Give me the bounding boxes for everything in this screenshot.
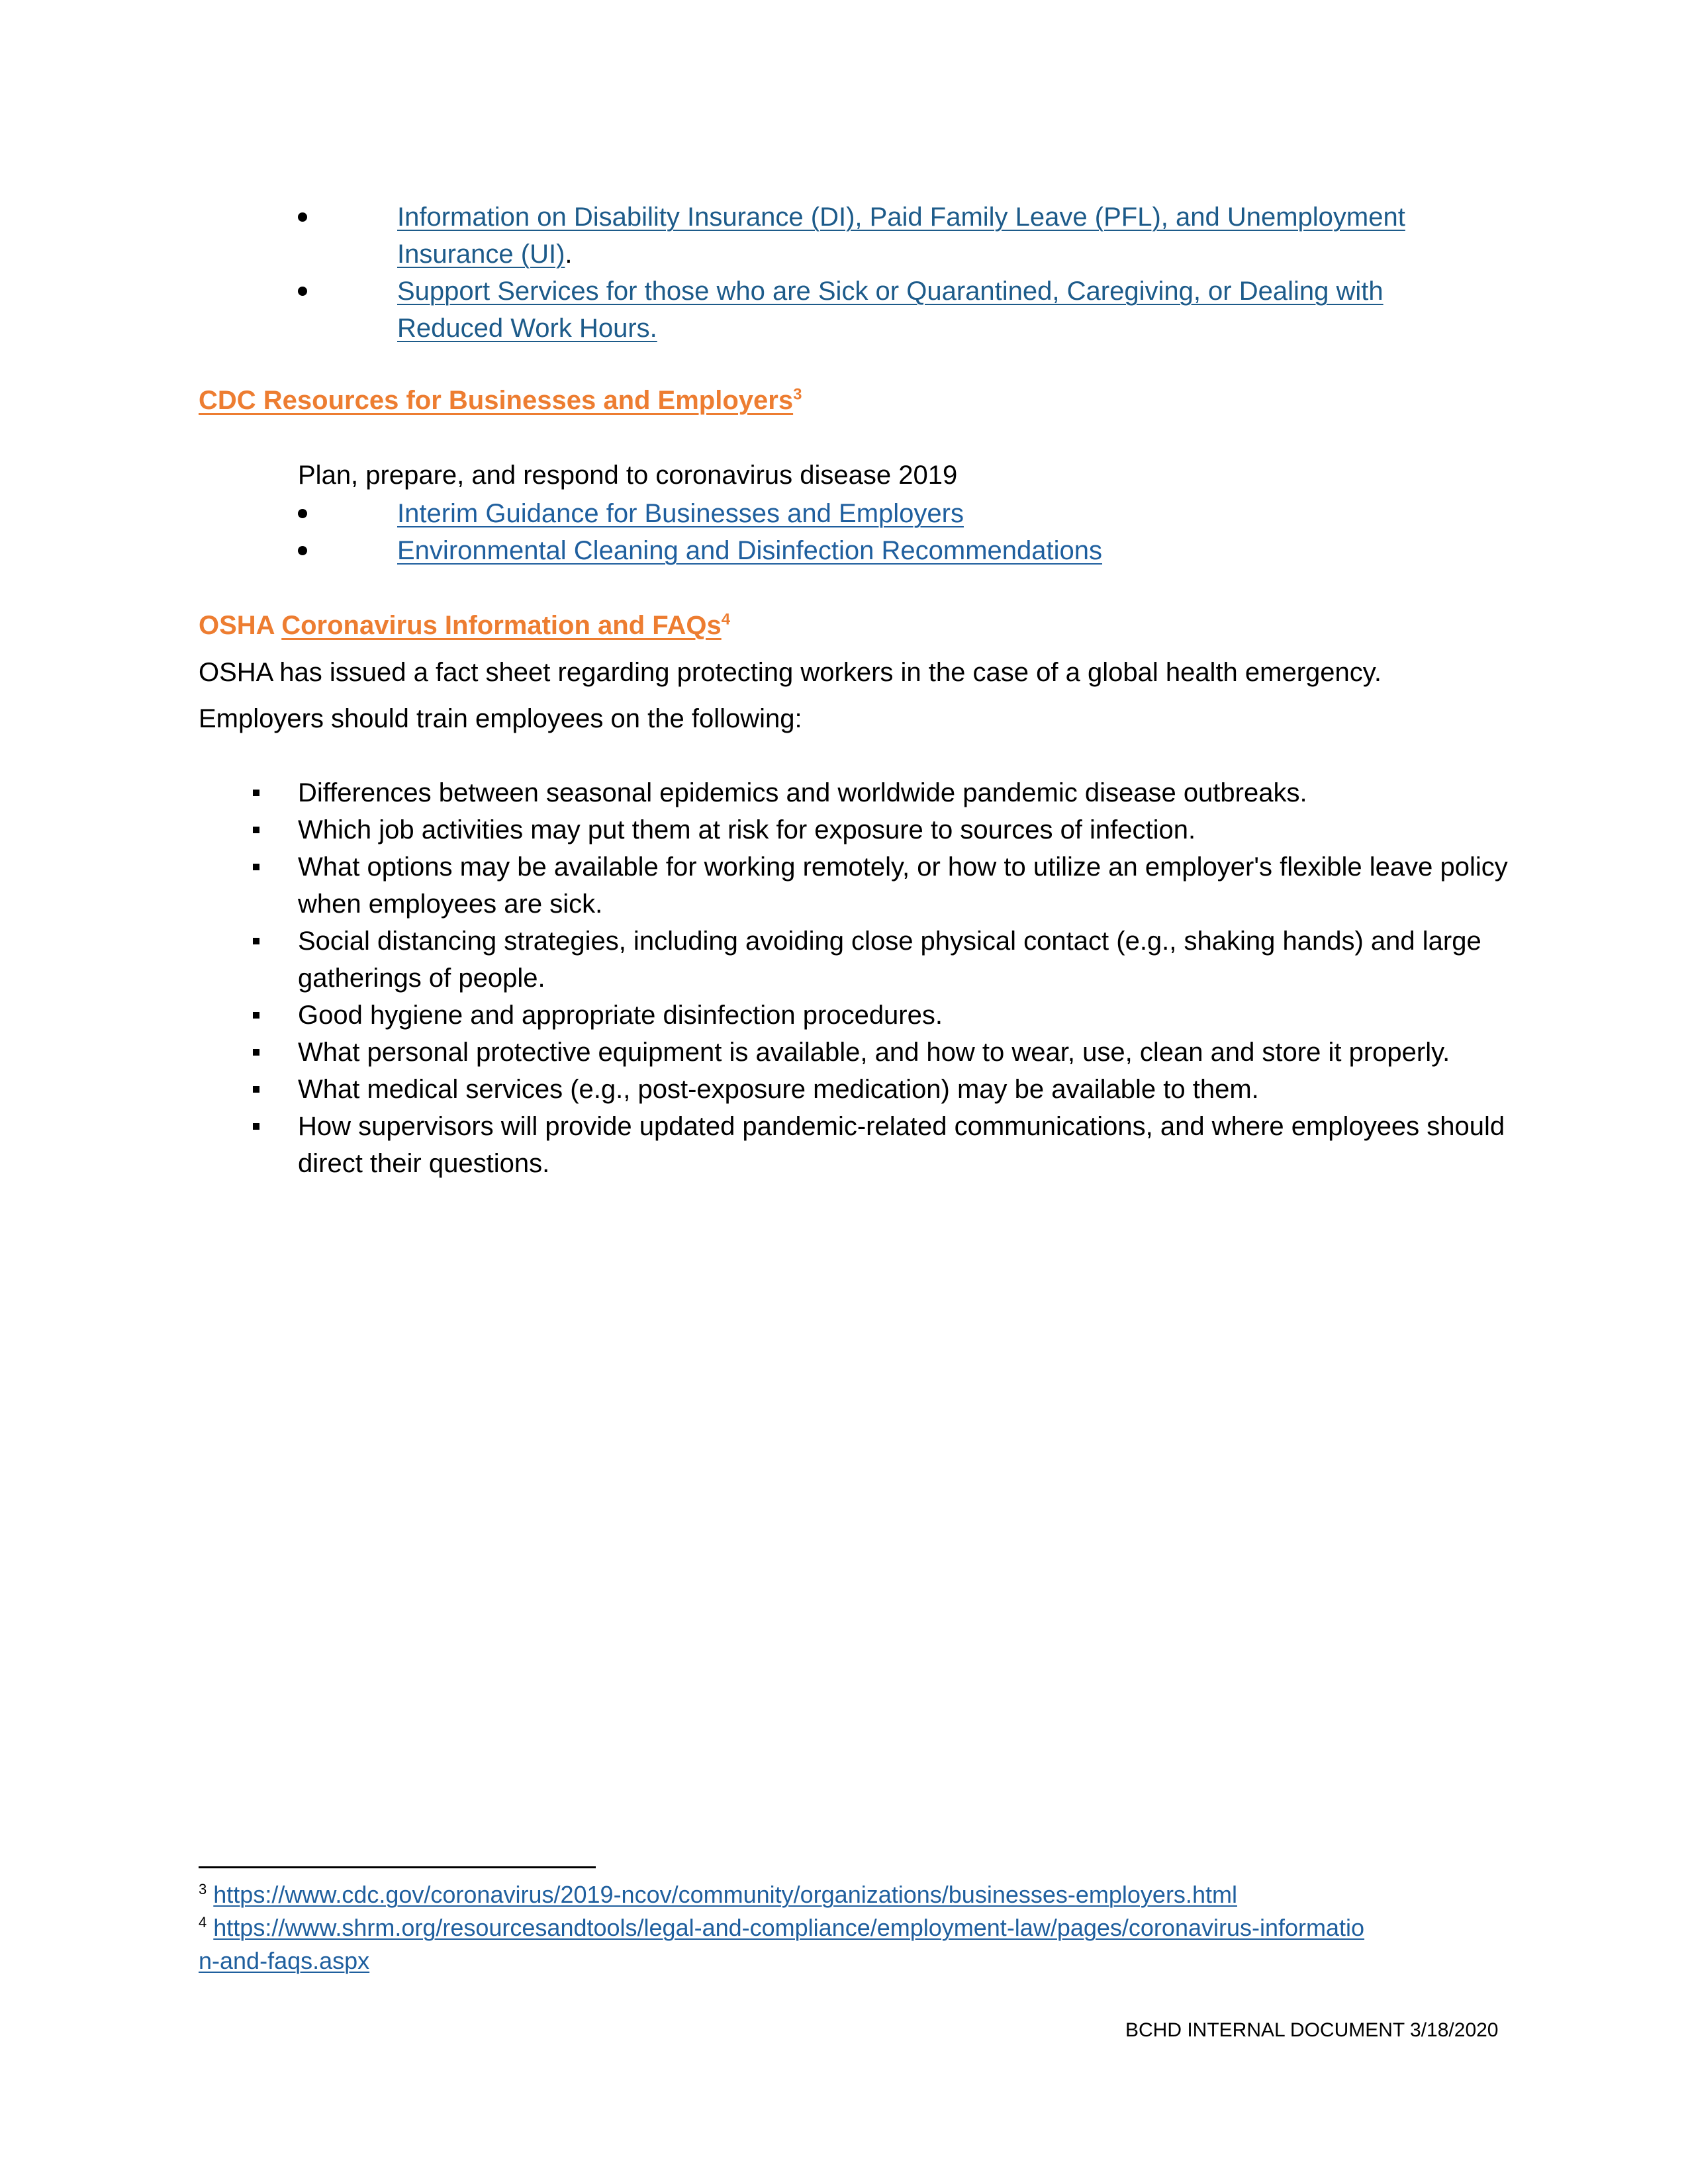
- list-item: [298, 532, 1489, 569]
- footnote-ref-4: 4: [721, 610, 731, 629]
- document-footer: BCHD INTERNAL DOCUMENT 3/18/2020: [1125, 2019, 1499, 2041]
- list-item: Information on Disability Insurance (DI), Paid Family Leave (PFL), and Unemployment Insurance (UI).: [298, 199, 1489, 273]
- training-topics-list: [253, 774, 1537, 1182]
- disability-insurance-link[interactable]: Information on Disability Insurance (DI), Paid Family Leave (PFL), and Unemployment Insurance (UI): [397, 203, 1405, 269]
- interim-guidance-link[interactable]: Interim Guidance for Businesses and Employers: [397, 499, 964, 528]
- support-services-link[interactable]: Support Services for those who are Sick or Quarantined, Caregiving, or Dealing with Reduced Work Hours.: [397, 277, 1383, 343]
- footnote-4: $^4$ https://www.shrm.org/resourcesandtools/legal-and-compliance/employment-law/pages/coronavirus-information-and-faqs.aspx: [199, 1914, 1365, 1974]
- list-item: Social distancing strategies, including avoiding close physical contact (e.g., shaking hands) and large gatherings of people.: [253, 923, 1537, 997]
- list-item: [298, 495, 1489, 532]
- cdc-heading[interactable]: CDC Resources for Businesses and Employers$^3$: [199, 385, 802, 415]
- footnote-separator: [199, 1866, 596, 1868]
- top-link-list: [298, 199, 1489, 347]
- osha-heading: OSHA Coronavirus Information and FAQs$^4$: [199, 610, 731, 640]
- list-item: Differences between seasonal epidemics and worldwide pandemic disease outbreaks.: [253, 774, 1537, 811]
- list-item: What options may be available for working remotely, or how to utilize an employer's flexible leave policy when employees are sick.: [253, 848, 1537, 923]
- cdc-intro: Plan, prepare, and respond to coronavirus disease 2019: [298, 461, 958, 490]
- osha-faq-link[interactable]: Coronavirus Information and FAQs: [281, 611, 722, 640]
- cleaning-disinfection-link[interactable]: Environmental Cleaning and Disinfection Recommendations: [397, 536, 1103, 565]
- cdc-link-list: [298, 495, 1489, 569]
- footnote-4-link[interactable]: https://www.shrm.org/resourcesandtools/legal-and-compliance/employment-law/pages/coronavirus-information-and-faqs.aspx: [199, 1914, 1365, 1974]
- list-item: [298, 273, 1489, 347]
- footnote-3-link[interactable]: https://www.cdc.gov/coronavirus/2019-ncov/community/organizations/businesses-employers.html: [213, 1881, 1237, 1908]
- list-item: What medical services (e.g., post-exposure medication) may be available to them.: [253, 1071, 1537, 1108]
- list-item: Good hygiene and appropriate disinfection procedures.: [253, 997, 1537, 1034]
- osha-training-intro: Employers should train employees on the following:: [199, 704, 802, 733]
- list-item: What personal protective equipment is available, and how to wear, use, clean and store it properly.: [253, 1034, 1537, 1071]
- list-item: How supervisors will provide updated pandemic-related communications, and where employees should direct their questions.: [253, 1108, 1537, 1182]
- list-item: Which job activities may put them at risk for exposure to sources of infection.: [253, 811, 1537, 848]
- footnote-ref-3: 3: [793, 385, 802, 404]
- osha-paragraph: OSHA has issued a fact sheet regarding protecting workers in the case of a global health emergency.: [199, 658, 1382, 687]
- footnote-3: $^3$ https://www.cdc.gov/coronavirus/2019-ncov/community/organizations/businesses-employers.html: [199, 1881, 1237, 1908]
